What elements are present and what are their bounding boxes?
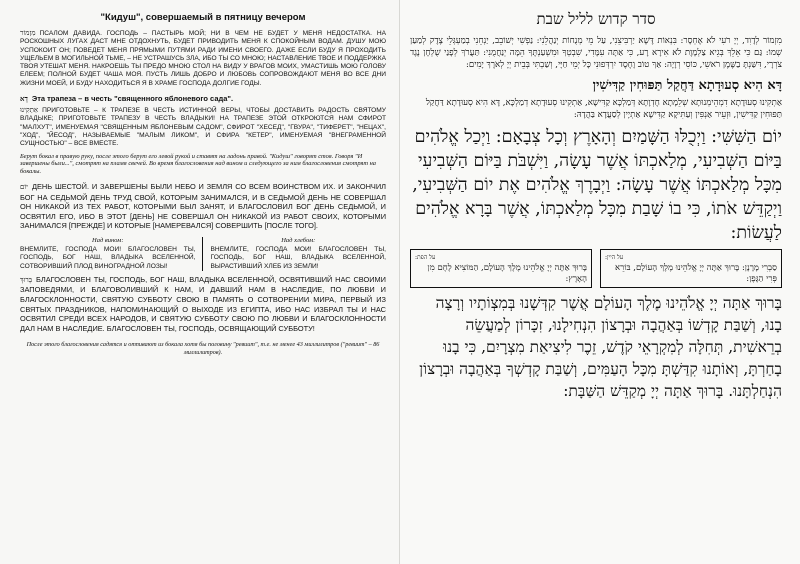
footer-note: После этого благословения садятся и отпивают из бокала хотя бы половину "ревиит", т.е. не менее 43 миллилитров ("ревиит" – 86 миллилитров). — [26, 341, 380, 356]
hebrew-wine-tag: על היין: — [605, 254, 624, 261]
hebrew-title: סדר קדוש לליל שבת — [536, 10, 656, 28]
wine-text: ВНЕМЛИТЕ, ГОСПОДА МОИ! БЛАГОСЛОВЕН ТЫ, ГОСПОДЬ, БОГ НАШ, ВЛАДЫКА ВСЕЛЕННОЙ, СОТВОРИВШИЙ ПЛОД ВИНОГРАДНОЙ ЛОЗЫ! — [20, 245, 196, 270]
hebrew-bread-tag: על הפת: — [415, 254, 436, 261]
section-hebrew-lead: דָא — [20, 94, 28, 104]
bread-heading: Над хлебом: — [281, 236, 316, 244]
section-heading — [20, 94, 386, 103]
instruction-note: Берут бокал в правую руку, после этого берут его левой рукой и ставят на ладонь правой. "Кидуш" говорят стоя. Говоря "И завершены были...", смотрят на пламя свечей. Во время благословения над вином и следующего за ним благословения смотрят на бокалы. — [20, 152, 376, 176]
wine-blessing — [20, 237, 203, 271]
hebrew-wine-text: סַבְרִי מָרָנָן: בָּרוּךְ אַתָּה יְיָ אֱלֹהֵינוּ מֶלֶךְ הָעוֹלָם, בּוֹרֵא פְּרִי הַגָּפֶן: — [615, 263, 777, 284]
baruch-hebrew-lead: בָּרוּךְ — [20, 275, 33, 284]
atkinu-hebrew-lead: אַתְקִינוּ — [20, 106, 39, 115]
psalm-text — [20, 29, 386, 88]
hebrew-page — [400, 0, 800, 564]
wine-heading: Над вином: — [92, 236, 124, 244]
hebrew-bread-text: בָּרוּךְ אַתָּה יְיָ אֱלֹהֵינוּ מֶלֶךְ הָעוֹלָם, הַמּוֹצִיא לֶחֶם מִן הָאָרֶץ: — [427, 263, 587, 284]
psalm-body: ПСАЛОМ ДАВИДА. ГОСПОДЬ – ПАСТЫРЬ МОЙ; НИ В ЧЕМ НЕ БУДЕТ У МЕНЯ НЕДОСТАТКА. НА РОСКОШНЫХ ЛУГАХ ДАСТ МНЕ ОТДОХНУТЬ, БУДЕТ ПРИВОДИТЬ МЕНЯ К СПОКОЙНЫМ ВОДАМ. ДУШУ МОЮ УСПОКОИТ ОН; ПОВЕДЕТ МЕНЯ ПРЯМЫМИ ПУТЯМИ РАДИ ИМЕНИ СВОЕГО. ДАЖЕ ЕСЛИ БУДУ Я ПРОХОДИТЬ УЩЕЛЬЕМ В МОГИЛЬНОЙ ТЬМЕ, – НЕ УСТРАШУСЬ ЗЛА, ИБО ТЫ СО МНОЮ; НАСТАВЛЕНИЕ ТВОЕ И ПОДДЕРЖКА ТВОЯ УТЕШАТ МЕНЯ. НАКРОЕШЬ ТЫ ПРЕДО МНОЮ СТОЛ НА ВИДУ У ВРАГОВ МОИХ, УМАСТИШЬ МОЮ ГОЛОВУ ЕЛЕЕМ; ПОЛНОЙ БУДЕТ ЧАША МОЯ. ПУСТЬ ЛИШЬ ДОБРО И ЛЮБОВЬ СОПРОВОЖДАЮТ МЕНЯ ВО ВСЕ ДНИ ЖИЗНИ МОЕЙ, И БУДУ НАХОДИТЬСЯ Я В ХРАМЕ ГОСПОДА ДОЛГИЕ ГОДЫ. — [20, 30, 386, 87]
baruch-text — [20, 275, 386, 334]
baruch-body: БЛАГОСЛОВЕН ТЫ, ГОСПОДЬ, БОГ НАШ, ВЛАДЫКА ВСЕЛЕННОЙ, ОСВЯТИВШИЙ НАС СВОИМИ ЗАПОВЕДЯМИ, И БЛАГОВОЛИВШИЙ К НАМ, И ДАВШИЙ НАМ В НАСЛЕДИЕ, ПО ЛЮБВИ И БЛАГОСКЛОННОСТИ, СВЯТУЮ СУББОТУ СВОЮ В ПАМЯТЬ О СОТВОРЕНИИ МИРА, ПЕРВЫЙ ИЗ СВЯТЫХ ПРАЗДНИКОВ, НАПОМИНАЮЩИЙ О ВЫХОДЕ ИЗ ЕГИПТА, ИБО НАС ИЗБРАЛ ТЫ И НАС ОСВЯТИЛ СРЕДИ ВСЕХ НАРОДОВ, И СВЯТУЮ СУББОТУ СВОЮ ПО ЛЮБВИ И БЛАГОСКЛОННОСТИ ДАЛ НАМ В НАСЛЕДИЕ. БЛАГОСЛОВЕН ТЫ, ГОСПОДЬ, ОСВЯЩАЮЩИЙ СУББОТУ! — [20, 274, 386, 333]
atkinu-body: ПРИГОТОВЬТЕ – К ТРАПЕЗЕ В ЧЕСТЬ ИСТИННОЙ ВЕРЫ, ЧТОБЫ ДОСТАВИТЬ РАДОСТЬ СВЯТОМУ ВЛАДЫКЕ; ПРИГОТОВЬТЕ ТРАПЕЗУ В ЧЕСТЬ ВЛАДЫКИ! НА ТРАПЕЗЕ ЭТОЙ ОТКРОЮТСЯ НАМ СФИРОТ "МАЛХУТ", ИМЕНУЕМАЯ "СВЯЩЕННЫМ ЯБЛОНЕВЫМ САДОМ", СФИРОТ "ХЕСЕД", "ГВУРА", "ТИФЕРЕТ", "НЕЦАХ", "ХОД", "ЙЕСОД", НАЗЫВАЕМЫЕ "МАЛЫМ ЛИКОМ", И СФИРА "КЕТЕР", ИМЕНУЕМАЯ "ВНЕГРАМЕННОЙ СУЩНОСТЬЮ" – ВСЕ ВМЕСТЕ. — [20, 107, 386, 148]
psalm-hebrew-lead: מִזְמוֹר — [20, 29, 36, 37]
page-title: "Кидуш", совершаемый в пятницу вечером — [100, 12, 306, 23]
hebrew-wine-blessing — [600, 249, 782, 288]
atkinu-text — [20, 106, 386, 148]
bread-blessing — [211, 237, 387, 271]
hebrew-blessings — [410, 249, 782, 288]
yom-hebrew-lead: יוֹם — [20, 182, 28, 191]
hebrew-yom: יוֹם הַשִּׁשִּׁי: וַיְכֻלּוּ הַשָּׁמַיִם וְהָאָרֶץ וְכָל צְבָאָם: וַיְכַל אֱלֹהִים בַּיּוֹם הַשְּׁבִיעִי, מְלַאכְתּוֹ אֲשֶׁר עָשָׂה, וַיִּשְׁבֹּת בַּיּוֹם הַשְּׁבִיעִי מִכָּל מְלַאכְתּוֹ אֲשֶׁר עָשָׂה: וַיְבָרֶךְ אֱלֹהִים אֶת יוֹם הַשְּׁבִיעִי, וַיְקַדֵּשׁ אֹתוֹ, כִּי בוֹ שָׁבַת מִכָּל מְלַאכְתּוֹ, אֲשֶׁר בָּרָא אֱלֹהִים לַעֲשׂוֹת: — [412, 127, 782, 243]
blessings-block — [20, 237, 386, 271]
hebrew-psalm: מִזְמוֹר לְדָוִד, יְיָ רֹעִי לֹא אֶחְסָר: בִּנְאוֹת דֶּשֶׁא יַרְבִּיצֵנִי, עַל מֵי מְנֻחוֹת יְנַהֲלֵנִי: נַפְשִׁי יְשׁוֹבֵב, יַנְחֵנִי בְמַעְגְּלֵי צֶדֶק לְמַעַן שְׁמוֹ: גַּם כִּי אֵלֵךְ בְּגֵיא צַלְמָוֶת לֹא אִירָא רָע, כִּי אַתָּה עִמָּדִי, שִׁבְטְךָ וּמִשְׁעַנְתֶּךָ הֵמָּה יְנַחֲמֻנִי: תַּעֲרֹךְ לְפָנַי שֻׁלְחָן נֶגֶד צֹרְרָי, דִּשַּׁנְתָּ בַשֶּׁמֶן רֹאשִׁי, כּוֹסִי רְוָיָה: אַךְ טוֹב וָחֶסֶד יִרְדְּפוּנִי כָּל יְמֵי חַיָּי, וְשַׁבְתִּי בְּבֵית יְיָ לְאֹרֶךְ יָמִים: — [410, 36, 782, 70]
yom-text — [20, 182, 386, 231]
hebrew-baruch: בָּרוּךְ אַתָּה יְיָ אֱלֹהֵינוּ מֶלֶךְ הָעוֹלָם אֲשֶׁר קִדְּשָׁנוּ בְּמִצְוֹתָיו וְרָצָה בָנוּ, וְשַׁבַּת קָדְשׁוֹ בְּאַהֲבָה וּבְרָצוֹן הִנְחִילָנוּ, זִכָּרוֹן לְמַעֲשֵׂה בְרֵאשִׁית, תְּחִלָּה לְמִקְרָאֵי קֹדֶשׁ, זֵכֶר לִיצִיאַת מִצְרָיִם, כִּי בָנוּ בָחַרְתָּ, וְאוֹתָנוּ קִדַּשְׁתָּ מִכָּל הָעַמִּים, וְשַׁבַּת קָדְשְׁךָ בְּאַהֲבָה וּבְרָצוֹן הִנְחַלְתָּנוּ. בָּרוּךְ אַתָּה יְיָ מְקַדֵּשׁ הַשַּׁבָּת: — [419, 294, 782, 400]
hebrew-heading: דָּא הִיא סְעוּדָתָא דַּחֲקַל תַּפּוּחִין קַדִּישִׁין — [592, 78, 782, 93]
bread-text: ВНЕМЛИТЕ, ГОСПОДА МОИ! БЛАГОСЛОВЕН ТЫ, ГОСПОДЬ, БОГ НАШ, ВЛАДЫКА ВСЕЛЕННОЙ, ВЫРАСТИВШИЙ ХЛЕБ ИЗ ЗЕМЛИ! — [210, 245, 386, 270]
hebrew-atkinu: אַתְקִינוּ סְעוּדָתָא דִמְהֵימְנוּתָא שְׁלֵמָתָא חֶדְוָתָא דְּמַלְכָּא קַדִּישָׁא, אַתְקִינוּ סְעוּדָתָא דְמַלְכָּא, דָּא הִיא סְעוּדָתָא דַּחֲקַל תַּפּוּחִין קַדִּישִׁין, וּזְעֵיר אַנְפִּין וְעַתִּיקָא קַדִּישָׁא אַתְיָין לְסַעֲדָא בַּהֲדָהּ: — [425, 98, 782, 120]
hebrew-bread-blessing — [410, 249, 592, 288]
section-title: Эта трапеза – в честь "священного яблоневого сада". — [31, 94, 234, 104]
yom-body: ДЕНЬ ШЕСТОЙ. И ЗАВЕРШЕНЫ БЫЛИ НЕБО И ЗЕМЛЯ СО ВСЕМ ВОИНСТВОМ ИХ. И ЗАКОНЧИЛ БОГ НА СЕДЬМОЙ ДЕНЬ ТРУД СВОЙ, КОТОРЫМ ЗАНИМАЛСЯ, И В СЕДЬМОЙ ДЕНЬ НЕ СОВЕРШАЛ ОН НИКАКОЙ ИЗ ТЕХ РАБОТ, КОТОРЫМИ БЫЛ ЗАНЯТ, И БЛАГОСЛОВИЛ БОГ ДЕНЬ СЕДЬМОЙ, И ОСВЯТИЛ ЕГО, ИБО В ЭТОТ [ДЕНЬ] НЕ СОВЕРШАЛ ОН НИКАКОЙ ИЗ РАБОТ СВОИХ, КОТОРЫМИ ЗАНИМАЛСЯ [ПРЕЖДЕ] И КОТОРЫЕ [НАМЕРЕВАЛСЯ] СОВЕРШИТЬ [ПОСЛЕ ТОГО]. — [20, 181, 386, 231]
